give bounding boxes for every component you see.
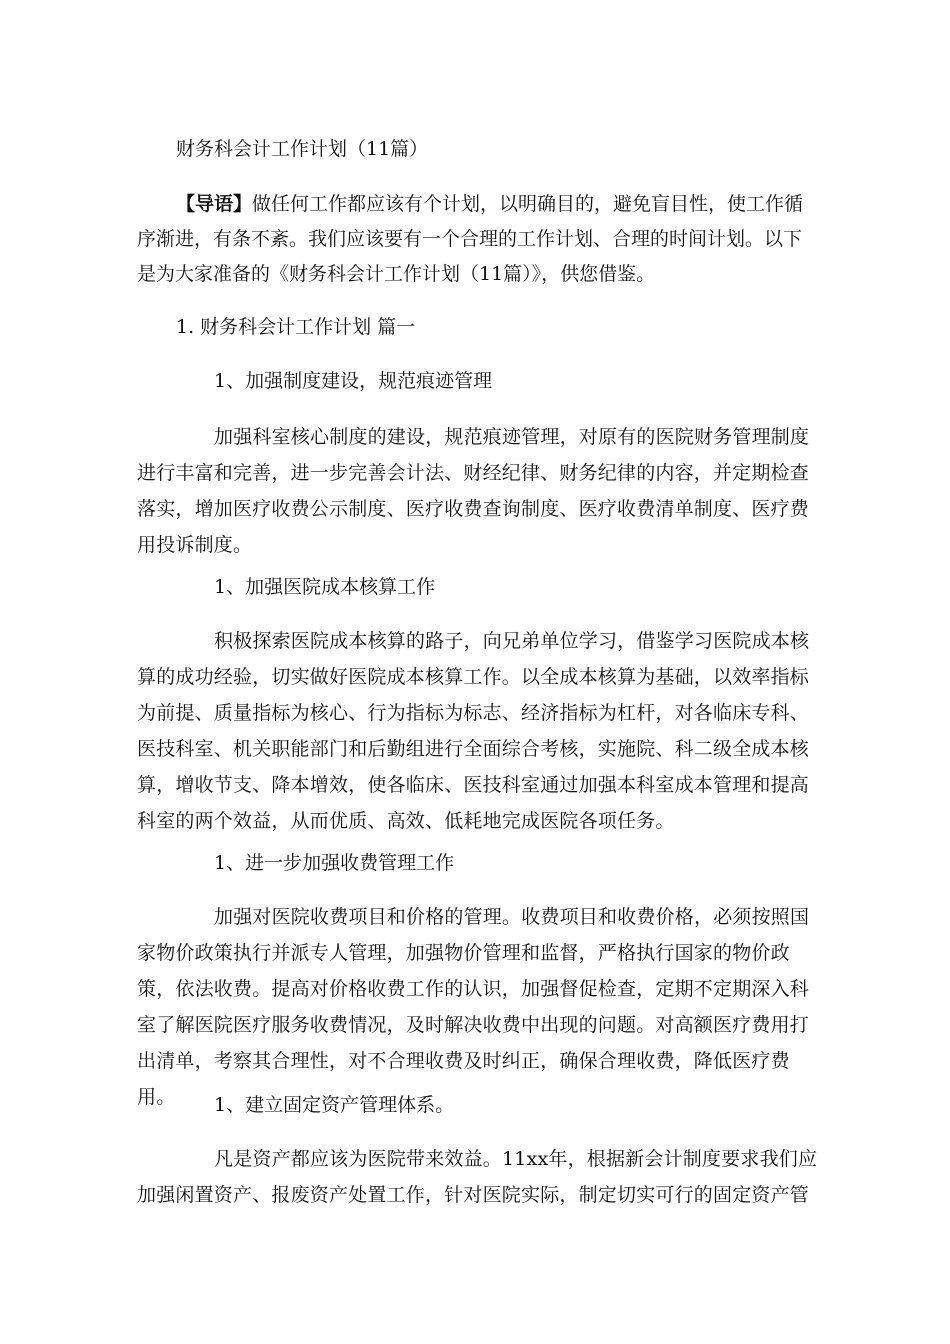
- section-title: 1. 财务科会计工作计划 篇一: [176, 316, 416, 338]
- item-heading: 1、加强制度建设，规范痕迹管理: [214, 370, 493, 392]
- item-heading: 1、加强医院成本核算工作: [214, 576, 436, 598]
- item-body: 加强对医院收费项目和价格的管理。收费项目和收费价格，必须按照国家物价政策执行并派专人管理，加强物价管理和监督，严格执行国家的物价政策，依法收费。提高对价格收费工作的认识，加强督促检查，定期不定期深入科室了解医院医疗服务收费情况，及时解决收费中出现的问题。对高额医疗费用打出清单，考察其合理性，对不合理收费及时纠正，确保合理收费，降低医疗费用。: [137, 906, 810, 1108]
- item-body: 加强科室核心制度的建设，规范痕迹管理，对原有的医院财务管理制度进行丰富和完善，进一步完善会计法、财经纪律、财务纪律的内容，并定期检查落实，增加医疗收费公示制度、医疗收费查询制度、医疗收费清单制度、医疗费用投诉制度。: [137, 426, 810, 556]
- item-heading: 1、建立固定资产管理体系。: [214, 1094, 455, 1116]
- item-body: 凡是资产都应该为医院带来效益。11xx年，根据新会计制度要求我们应加强闲置资产、报废资产处置工作，针对医院实际，制定切实可行的固定资产管: [137, 1148, 818, 1206]
- item-body: 积极探索医院成本核算的路子，向兄弟单位学习，借鉴学习医院成本核算的成功经验，切实做好医院成本核算工作。以全成本核算为基础，以效率指标为前提、质量指标为核心、行为指标为标志、经济指标为杠杆，对各临床专科、医技科室、机关职能部门和后勤组进行全面综合考核，实施院、科二级全成本核算，增收节支、降本增效，使各临床、医技科室通过加强本科室成本管理和提高科室的两个效益，从而优质、高效、低耗地完成医院各项任务。: [137, 630, 810, 832]
- intro-text: 做任何工作都应该有个计划，以明确目的，避免盲目性，使工作循序渐进，有条不紊。我们应该要有一个合理的工作计划、合理的时间计划。以下是为大家准备的《财务科会计工作计划（11篇）》，供您借鉴。: [137, 193, 804, 285]
- intro-lead: 【导语】: [176, 193, 253, 215]
- intro-paragraph: [137, 187, 813, 292]
- item-heading: 1、进一步加强收费管理工作: [214, 852, 455, 874]
- document-title: 财务科会计工作计划（11篇）: [176, 138, 429, 160]
